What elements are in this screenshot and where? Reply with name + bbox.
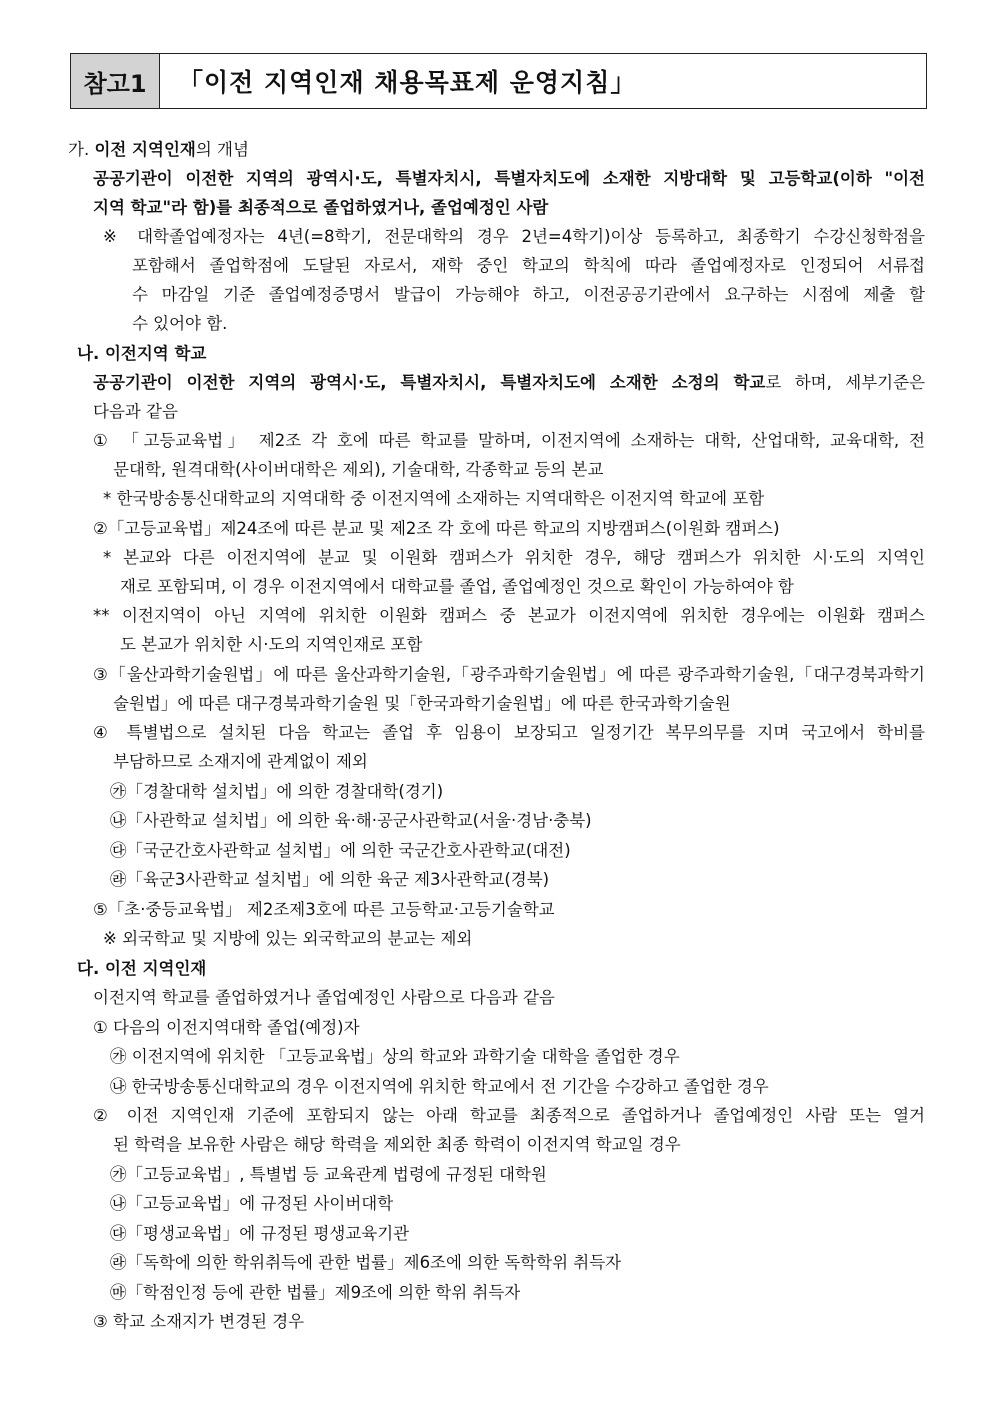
ga-definition-line-1: 공공기관이 이전한 지역의 광역시·도, 특별자치시, 특별자치도에 소재한 지방대학 및 고등학교(이하 "이전 xyxy=(93,169,925,188)
na-subnote-3-line-1: ** 이전지역이 아닌 지역에 위치한 이원화 캠퍼스 중 본교가 이전지역에 위치한 경우에는 이원화 캠퍼스 xyxy=(93,606,925,625)
na-item-3-line-1: ③「울산과학기술원법」에 따른 울산과학기술원,「광주과학기술원법」에 따른 광주과학기술원,「대구경북과학기 xyxy=(93,665,925,684)
reference-tag: 참고1 xyxy=(71,54,160,108)
na-exclusion-da: ㉰「국군간호사관학교 설치법」에 의한 국군간호사관학교(대전) xyxy=(110,841,571,860)
na-exclusion-ra: ㉱「육군3사관학교 설치법」에 의한 육군 제3사관학교(경북) xyxy=(110,870,550,889)
ga-note-line-3: 수 마감일 기준 졸업예정증명서 발급이 가능해야 하고, 이전공공기관에서 요구하는 시점에 제출 할 xyxy=(132,285,925,304)
da-item-2-na: ㉯「고등교육법」에 규정된 사이버대학 xyxy=(110,1194,394,1213)
na-item-2: ②「고등교육법」제24조에 따른 분교 및 제2조 각 호에 따른 학교의 지방캠퍼스(이원화 캠퍼스) xyxy=(93,519,780,538)
da-item-2-da: ㉰「평생교육법」에 규정된 평생교육기관 xyxy=(110,1224,410,1243)
reference-header-box xyxy=(70,53,927,109)
da-item-2-line-2: 된 학력을 보유한 사람은 해당 학력을 제외한 최종 학력이 이전지역 학교일 경우 xyxy=(113,1135,681,1154)
na-note-5: ※ 외국학교 및 지방에 있는 외국학교의 분교는 제외 xyxy=(103,929,473,948)
da-item-2-ma: ㉲「학점인정 등에 관한 법률」제9조에 의한 학위 취득자 xyxy=(110,1283,521,1302)
section-da-heading: 다. 이전 지역인재 xyxy=(77,959,207,978)
ga-note-line-1: ※ 대학졸업예정자는 4년(=8학기, 전문대학의 경우 2년=4학기)이상 등록하고, 최종학기 수강신청학점을 xyxy=(103,227,925,246)
ga-note-line-2: 포함해서 졸업학점에 도달된 자로서, 재학 중인 학교의 학칙에 따라 졸업예정자로 인정되어 서류접 xyxy=(132,256,925,275)
na-subnote-1: * 한국방송통신대학교의 지역대학 중 이전지역에 소재하는 지역대학은 이전지역 학교에 포함 xyxy=(103,489,765,508)
da-definition: 이전지역 학교를 졸업하였거나 졸업예정인 사람으로 다음과 같음 xyxy=(93,988,555,1007)
na-item-4-line-2: 부담하므로 소재지에 관계없이 제외 xyxy=(113,752,368,771)
da-item-2-line-1: ② 이전 지역인재 기준에 포함되지 않는 아래 학교를 최종적으로 졸업하거나 졸업예정인 사람 또는 열거 xyxy=(93,1106,925,1125)
na-item-1-line-2: 문대학, 원격대학(사이버대학은 제외), 기술대학, 각종학교 등의 본교 xyxy=(113,460,604,479)
na-exclusion-ga: ㉮「경찰대학 설치법」에 의한 경찰대학(경기) xyxy=(110,782,444,801)
da-item-3: ③ 학교 소재지가 변경된 경우 xyxy=(93,1312,305,1331)
da-item-1-na: ㉯ 한국방송통신대학교의 경우 이전지역에 위치한 학교에서 전 기간을 수강하고 졸업한 경우 xyxy=(110,1077,769,1096)
na-item-5: ⑤「초·중등교육법」 제2조제3호에 따른 고등학교·고등기술학교 xyxy=(93,900,555,919)
section-na-heading: 나. 이전지역 학교 xyxy=(77,344,207,363)
na-definition-line-2: 다음과 같음 xyxy=(93,402,178,421)
da-item-1-ga: ㉮ 이전지역에 위치한 「고등교육법」상의 학교와 과학기술 대학을 졸업한 경우 xyxy=(110,1047,680,1066)
ga-note-line-4: 수 있어야 함. xyxy=(132,314,228,333)
na-definition-line-1: 공공기관이 이전한 지역의 광역시·도, 특별자치시, 특별자치도에 소재한 소정의 학교로 하며, 세부기준은 xyxy=(93,373,926,392)
na-item-1-line-1: ① 「고등교육법」 제2조 각 호에 따른 학교를 말하며, 이전지역에 소재하는 대학, 산업대학, 교육대학, 전 xyxy=(93,431,925,450)
da-item-2-ga: ㉮「고등교육법」, 특별법 등 교육관계 법령에 규정된 대학원 xyxy=(110,1165,547,1184)
na-subnote-2-line-1: * 본교와 다른 이전지역에 분교 및 이원화 캠퍼스가 위치한 경우, 해당 캠퍼스가 위치한 시·도의 지역인 xyxy=(103,548,925,567)
da-item-1: ① 다음의 이전지역대학 졸업(예정)자 xyxy=(93,1018,360,1037)
section-ga-heading: 가. 이전 지역인재의 개념 xyxy=(68,140,249,159)
na-item-4-line-1: ④ 특별법으로 설치된 다음 학교는 졸업 후 임용이 보장되고 일정기간 복무의무를 지며 국고에서 학비를 xyxy=(93,723,925,742)
na-subnote-2-line-2: 재로 포함되며, 이 경우 이전지역에서 대학교를 졸업, 졸업예정인 것으로 확인이 가능하여야 함 xyxy=(120,577,794,596)
ga-definition-line-2: 지역 학교"라 함)를 최종적으로 졸업하였거나, 졸업예정인 사람 xyxy=(93,198,549,217)
na-subnote-3-line-2: 도 본교가 위치한 시·도의 지역인재로 포함 xyxy=(120,635,423,654)
na-exclusion-na: ㉯「사관학교 설치법」에 의한 육·해·공군사관학교(서울·경남·충북) xyxy=(110,811,592,830)
na-item-3-line-2: 술원법」에 따른 대구경북과학기술원 및「한국과학기술원법」에 따른 한국과학기술원 xyxy=(113,694,731,713)
da-item-2-ra: ㉱「독학에 의한 학위취득에 관한 법률」제6조에 의한 독학학위 취득자 xyxy=(110,1253,622,1272)
document-title: 「이전 지역인재 채용목표제 운영지침」 xyxy=(178,68,637,97)
